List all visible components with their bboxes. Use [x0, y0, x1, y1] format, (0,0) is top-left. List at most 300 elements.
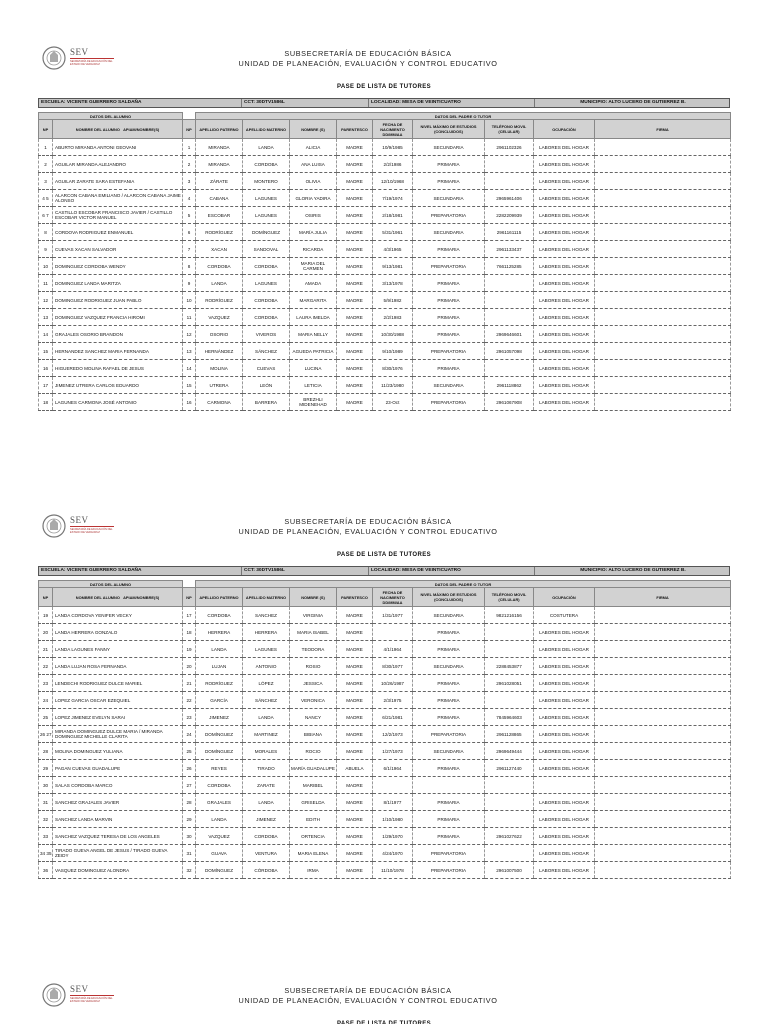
tutor-nombre: MARIA DEL CARMEN: [290, 258, 337, 275]
student-name: JIMENEZ UTRERA CARLOS EDUARDO: [53, 377, 183, 394]
tutor-fecha: 6/1/1964: [373, 760, 413, 777]
pase-title: PASE DE LISTA DE TUTORES: [336, 1021, 432, 1024]
tutor-materno: CÓRDOBA: [243, 862, 290, 879]
col-paterno: APELLIDO PATERNO: [196, 120, 243, 139]
tutor-nivel: [413, 777, 485, 794]
tutor-ocupacion: LABORES DEL HOGAR: [534, 377, 595, 394]
row-number: 4 5: [39, 190, 53, 207]
table-row: [39, 207, 731, 224]
tutor-materno: ZARATE: [243, 777, 290, 794]
student-name: LOPEZ JIMENEZ EVELYN SARAI: [53, 709, 183, 726]
firma-cell: [595, 343, 731, 360]
table-row: [39, 241, 731, 258]
tutor-nombre: AGUEDA PATRICIA: [290, 343, 337, 360]
tutor-paterno: CORDOBA: [196, 777, 243, 794]
tutor-telefono: [485, 641, 534, 658]
table-body: [39, 607, 731, 879]
tutor-fecha: 7/19/1974: [373, 190, 413, 207]
tutor-nombre: JESSICA: [290, 675, 337, 692]
firma-cell: [595, 743, 731, 760]
tutor-paterno: GUAVA: [196, 845, 243, 862]
tutor-paterno: MOLINA: [196, 360, 243, 377]
sheet-header: [38, 977, 730, 1011]
tutor-nivel: PRIMARIA: [413, 173, 485, 190]
tutor-paterno: CABANA: [196, 190, 243, 207]
tutor-parentesco: MADRE: [337, 607, 373, 624]
tutor-materno: MONTERO: [243, 173, 290, 190]
tutor-nombre: EDITH: [290, 811, 337, 828]
tutor-parentesco: MADRE: [337, 190, 373, 207]
group-header-row: [39, 581, 731, 588]
tutor-number: 5: [183, 207, 196, 224]
escuela-label: ESCUELA: VICENTE GUERRERO SALDAÑA: [39, 567, 242, 575]
student-name: DOMINGUEZ CORDOBA WENDY: [53, 258, 183, 275]
tutor-materno: CORDOBA: [243, 258, 290, 275]
tutor-number: 14: [183, 360, 196, 377]
tutor-telefono: [485, 173, 534, 190]
student-name: DOMINGUEZ VAZQUEZ FRANCIA HIROMI: [53, 309, 183, 326]
tutor-parentesco: MADRE: [337, 811, 373, 828]
tutor-nombre: OLIVIA: [290, 173, 337, 190]
tutor-telefono: [485, 811, 534, 828]
tutor-paterno: VAZQUEZ: [196, 309, 243, 326]
tutor-number: 3: [183, 173, 196, 190]
tutor-paterno: CORDOBA: [196, 258, 243, 275]
tutor-ocupacion: LABORES DEL HOGAR: [534, 207, 595, 224]
tutor-parentesco: MADRE: [337, 845, 373, 862]
table-row: [39, 624, 731, 641]
tutor-paterno: RODRÍGUEZ: [196, 292, 243, 309]
tutor-number: 2: [183, 156, 196, 173]
tutor-materno: HERRERA: [243, 624, 290, 641]
tutor-fecha: 11/23/1980: [373, 377, 413, 394]
firma-cell: [595, 692, 731, 709]
col-nombre-alumno: [53, 588, 183, 607]
row-number: 29: [39, 760, 53, 777]
tutor-paterno: JIMENEZ: [196, 709, 243, 726]
tutor-nombre: ROCIO: [290, 743, 337, 760]
col-nombre-alumno: [53, 120, 183, 139]
sheet-header: [38, 40, 730, 74]
row-number: 25: [39, 709, 53, 726]
tutor-materno: LAGUNES: [243, 275, 290, 292]
col-nombres: NOMBRE (S): [290, 588, 337, 607]
tutor-parentesco: MADRE: [337, 692, 373, 709]
tutor-parentesco: MADRE: [337, 377, 373, 394]
col-parentesco: PARENTESCO: [337, 588, 373, 607]
tutor-materno: SÁNCHEZ: [243, 343, 290, 360]
row-number: 26 27: [39, 726, 53, 743]
tutor-number: 29: [183, 811, 196, 828]
firma-cell: [595, 641, 731, 658]
tutor-nombre: MARIA NELLY: [290, 326, 337, 343]
tutor-table: [38, 112, 731, 411]
tutor-number: 12: [183, 326, 196, 343]
table-body: [39, 139, 731, 411]
tutor-fecha: 4/24/1970: [373, 845, 413, 862]
tutor-number: 4: [183, 190, 196, 207]
tutor-parentesco: MADRE: [337, 139, 373, 156]
row-number: 21: [39, 641, 53, 658]
tutor-parentesco: MADRE: [337, 292, 373, 309]
tutor-ocupacion: LABORES DEL HOGAR: [534, 394, 595, 411]
tutor-nivel: SECUNDARIA: [413, 224, 485, 241]
group-alumno: DATOS DEL ALUMNO: [39, 581, 183, 588]
tutor-parentesco: MADRE: [337, 241, 373, 258]
localidad-label: LOCALIDAD: MESA DE VEINTICUATRO: [369, 99, 535, 107]
tutor-number: 30: [183, 828, 196, 845]
tutor-nombre: ANA LUISA: [290, 156, 337, 173]
tutor-fecha: 1/29/1970: [373, 828, 413, 845]
firma-cell: [595, 275, 731, 292]
tutor-ocupacion: LABORES DEL HOGAR: [534, 828, 595, 845]
tutor-fecha: 23-Oct: [373, 394, 413, 411]
table-row: [39, 292, 731, 309]
tutor-nivel: PREPARATORIA: [413, 258, 485, 275]
tutor-fecha: 10/9/1985: [373, 139, 413, 156]
pase-title: PASE DE LISTA DE TUTORES: [336, 552, 432, 558]
col-telefono: TELÉFONO MOVIL (CELULAR): [485, 588, 534, 607]
row-number: 24: [39, 692, 53, 709]
tutor-fecha: 6/21/1981: [373, 709, 413, 726]
tutor-ocupacion: LABORES DEL HOGAR: [534, 811, 595, 828]
col-np2: NP: [183, 588, 196, 607]
tutor-nivel: PRIMARIA: [413, 794, 485, 811]
tutor-materno: ANTONIO: [243, 658, 290, 675]
tutor-nivel: PRIMARIA: [413, 692, 485, 709]
tutor-number: 10: [183, 292, 196, 309]
row-number: 12: [39, 292, 53, 309]
tutor-number: 6: [183, 224, 196, 241]
tutor-paterno: LUJAN: [196, 658, 243, 675]
firma-cell: [595, 828, 731, 845]
tutor-fecha: 9/13/1981: [373, 258, 413, 275]
row-number: 28: [39, 743, 53, 760]
tutor-telefono: 2961027622: [485, 828, 534, 845]
table-row: [39, 275, 731, 292]
student-name: ALARCON CABANA EMILIANO / ALARCON CABANA JAIME ALONSO: [53, 190, 183, 207]
tutor-telefono: [485, 156, 534, 173]
student-name: LANDA LAGUNES FANNY: [53, 641, 183, 658]
tutor-number: 31: [183, 845, 196, 862]
table-row: [39, 258, 731, 275]
tutor-number: 1: [183, 139, 196, 156]
table-row: [39, 224, 731, 241]
tutor-parentesco: MADRE: [337, 777, 373, 794]
tutor-telefono: 2961007500: [485, 862, 534, 879]
tutor-nivel: PREPARATORIA: [413, 207, 485, 224]
tutor-nivel: PRIMARIA: [413, 641, 485, 658]
group-tutor: DATOS DEL PADRE O TUTOR: [196, 581, 731, 588]
row-number: 14: [39, 326, 53, 343]
tutor-telefono: 2961128865: [485, 726, 534, 743]
tutor-paterno: CORDOBA: [196, 607, 243, 624]
tutor-fecha: 10/30/1988: [373, 326, 413, 343]
firma-cell: [595, 241, 731, 258]
tutor-telefono: 2961102326: [485, 139, 534, 156]
tutor-paterno: HERRERA: [196, 624, 243, 641]
table-row: [39, 360, 731, 377]
tutor-number: 21: [183, 675, 196, 692]
col-nombres: NOMBRE (S): [290, 120, 337, 139]
cct-label: CCT: 30DTV1586L: [242, 567, 369, 575]
row-number: 8: [39, 224, 53, 241]
tutor-nombre: MARÍA JULIA: [290, 224, 337, 241]
tutor-fecha: 2/2/1986: [373, 156, 413, 173]
student-name: SANCHEZ GRAJALES JAVIER: [53, 794, 183, 811]
tutor-nombre: IRMA: [290, 862, 337, 879]
tutor-ocupacion: COSTUTERA: [534, 607, 595, 624]
tutor-ocupacion: LABORES DEL HOGAR: [534, 624, 595, 641]
tutor-nivel: PRIMARIA: [413, 275, 485, 292]
cct-label: CCT: 30DTV1586L: [242, 99, 369, 107]
tutor-nivel: PRIMARIA: [413, 675, 485, 692]
tutor-nombre: ROSIO: [290, 658, 337, 675]
student-name: CASTILLO ESCOBAR FRANCISCO JAVIER / CASTILLO ESCOBAR VICTOR MANUEL: [53, 207, 183, 224]
tutor-nivel: PRIMARIA: [413, 326, 485, 343]
table-row: [39, 343, 731, 360]
tutor-ocupacion: LABORES DEL HOGAR: [534, 845, 595, 862]
table-row: [39, 173, 731, 190]
tutor-telefono: 2961133437: [485, 241, 534, 258]
tutor-ocupacion: [534, 777, 595, 794]
student-name: LANDA CORDOVA YENIFER VECKY: [53, 607, 183, 624]
subsecretaria-title: SUBSECRETARÍA DE EDUCACIÓN BÁSICA: [284, 517, 452, 526]
tutor-nombre: LUCINA: [290, 360, 337, 377]
municipio-label: MUNICIPIO: ALTO LUCERO DE GUTIERREZ B.: [580, 568, 686, 573]
tutor-nivel: SECUNDARIA: [413, 743, 485, 760]
tutor-nivel: PRIMARIA: [413, 760, 485, 777]
firma-cell: [595, 224, 731, 241]
student-name: LAGUNES CARMONA JOSÉ ANTONIO: [53, 394, 183, 411]
tutor-paterno: UTRERA: [196, 377, 243, 394]
tutor-nivel: PRIMARIA: [413, 828, 485, 845]
tutor-fecha: 8/30/1976: [373, 360, 413, 377]
firma-cell: [595, 726, 731, 743]
firma-cell: [595, 760, 731, 777]
tutor-number: 16: [183, 394, 196, 411]
tutor-number: 17: [183, 607, 196, 624]
tutor-paterno: MIRANDA: [196, 156, 243, 173]
school-info-bar: [38, 566, 730, 576]
tutor-materno: LAGUNES: [243, 190, 290, 207]
tutor-parentesco: MADRE: [337, 360, 373, 377]
municipio-label: MUNICIPIO: ALTO LUCERO DE GUTIERREZ B.: [580, 100, 686, 105]
table-row: [39, 692, 731, 709]
student-name: HERNANDEZ SANCHEZ MARIA FERNANDA: [53, 343, 183, 360]
firma-cell: [595, 845, 731, 862]
tutor-parentesco: MADRE: [337, 326, 373, 343]
firma-cell: [595, 139, 731, 156]
col-materno: APELLIDO MATERNO: [243, 588, 290, 607]
pase-title: PASE DE LISTA DE TUTORES: [336, 84, 432, 90]
tutor-telefono: [485, 275, 534, 292]
sev-brand-sub: SECRETARÍA DE EDUCACIÓN DEL ESTADO DE VERACRUZ: [70, 528, 113, 534]
student-name: HIGUEREDO MOLINA RAFAEL DE JESUS: [53, 360, 183, 377]
firma-cell: [595, 309, 731, 326]
tutor-paterno: RODRÍGUEZ: [196, 224, 243, 241]
row-number: 31: [39, 794, 53, 811]
row-number: 20: [39, 624, 53, 641]
tutor-number: 7: [183, 241, 196, 258]
tutor-telefono: 7845964603: [485, 709, 534, 726]
col-paterno: APELLIDO PATERNO: [196, 588, 243, 607]
tutor-number: 8: [183, 258, 196, 275]
tutor-number: 22: [183, 692, 196, 709]
tutor-ocupacion: LABORES DEL HOGAR: [534, 241, 595, 258]
firma-cell: [595, 811, 731, 828]
row-number: 11: [39, 275, 53, 292]
tutor-nivel: SECUNDARIA: [413, 607, 485, 624]
student-name: LOPEZ GARCIA OSCAR EZEQUIEL: [53, 692, 183, 709]
tutor-parentesco: MADRE: [337, 726, 373, 743]
table-row: [39, 309, 731, 326]
tutor-paterno: VAZQUEZ: [196, 828, 243, 845]
tutor-parentesco: MADRE: [337, 709, 373, 726]
tutor-parentesco: MADRE: [337, 394, 373, 411]
tutor-nombre: BIBIANA: [290, 726, 337, 743]
tutor-parentesco: MADRE: [337, 156, 373, 173]
table-row: [39, 641, 731, 658]
firma-cell: [595, 377, 731, 394]
tutor-ocupacion: LABORES DEL HOGAR: [534, 743, 595, 760]
firma-cell: [595, 173, 731, 190]
unidad-title: UNIDAD DE PLANEACIÓN, EVALUACIÓN Y CONTROL EDUCATIVO: [238, 996, 498, 1005]
tutor-nombre: ALICIA: [290, 139, 337, 156]
tutor-ocupacion: LABORES DEL HOGAR: [534, 224, 595, 241]
tutor-paterno: DOMÍNGUEZ: [196, 726, 243, 743]
tutor-fecha: 2/18/1981: [373, 207, 413, 224]
tutor-nivel: PREPARATORIA: [413, 845, 485, 862]
tutor-nivel: SECUNDARIA: [413, 139, 485, 156]
tutor-fecha: 1/10/1980: [373, 811, 413, 828]
tutor-materno: JIMENEZ: [243, 811, 290, 828]
tutor-ocupacion: LABORES DEL HOGAR: [534, 292, 595, 309]
tutor-paterno: GRAJALES: [196, 794, 243, 811]
tutor-paterno: OSORIO: [196, 326, 243, 343]
tutor-paterno: ZÁRATE: [196, 173, 243, 190]
tutor-table: [38, 580, 731, 879]
tutor-number: 15: [183, 377, 196, 394]
row-number: 19: [39, 607, 53, 624]
row-number: 15: [39, 343, 53, 360]
row-number: 18: [39, 394, 53, 411]
tutor-fecha: 10/26/1987: [373, 675, 413, 692]
tutor-telefono: 2969646601: [485, 326, 534, 343]
tutor-nivel: PREPARATORIA: [413, 862, 485, 879]
escuela-label: ESCUELA: VICENTE GUERRERO SALDAÑA: [39, 99, 242, 107]
tutor-paterno: DOMÍNGUEZ: [196, 862, 243, 879]
firma-cell: [595, 624, 731, 641]
table-row: [39, 377, 731, 394]
col-nivel: NIVEL MÁXIMO DE ESTUDIOS (CONCLUIDOS): [413, 588, 485, 607]
group-tutor: DATOS DEL PADRE O TUTOR: [196, 113, 731, 120]
tutor-nombre: TEODORA: [290, 641, 337, 658]
row-number: 36: [39, 862, 53, 879]
tutor-ocupacion: LABORES DEL HOGAR: [534, 641, 595, 658]
row-number: 9: [39, 241, 53, 258]
tutor-nivel: PRIMARIA: [413, 624, 485, 641]
tutor-paterno: XACAN: [196, 241, 243, 258]
table-row: [39, 658, 731, 675]
col-ocupacion: OCUPACIÓN: [534, 120, 595, 139]
tutor-telefono: [485, 794, 534, 811]
tutor-ocupacion: LABORES DEL HOGAR: [534, 156, 595, 173]
tutor-fecha: 12/10/1968: [373, 173, 413, 190]
tutor-number: 9: [183, 275, 196, 292]
student-name: TIRADO GUEVA ANGEL DE JESUS / TIRADO GUEVA ZEIDY: [53, 845, 183, 862]
tutor-nombre: RICARDA: [290, 241, 337, 258]
tutor-ocupacion: LABORES DEL HOGAR: [534, 658, 595, 675]
tutor-nombre: GRISELDA: [290, 794, 337, 811]
col-nivel: NIVEL MÁXIMO DE ESTUDIOS (CONCLUIDOS): [413, 120, 485, 139]
firma-cell: [595, 607, 731, 624]
tutor-materno: DOMÍNGUEZ: [243, 224, 290, 241]
student-name: LANDA LUJAN ROSA FERNANDA: [53, 658, 183, 675]
tutor-nivel: PRIMARIA: [413, 811, 485, 828]
student-name: GRAJALES OSORIO BRANDON: [53, 326, 183, 343]
student-name: CUEVAS XACAN SALVADOR: [53, 241, 183, 258]
table-row: [39, 845, 731, 862]
tutor-nivel: PREPARATORIA: [413, 394, 485, 411]
tutor-fecha: 8/1/1977: [373, 794, 413, 811]
table-row: [39, 726, 731, 743]
student-name: AGUILAR ZARATE SARA ESTEFANIA: [53, 173, 183, 190]
tutor-parentesco: MADRE: [337, 675, 373, 692]
tutor-materno: SANDOVAL: [243, 241, 290, 258]
tutor-paterno: RODRÍGUEZ: [196, 675, 243, 692]
tutor-parentesco: MADRE: [337, 343, 373, 360]
tutor-telefono: 2282209939: [485, 207, 534, 224]
firma-cell: [595, 709, 731, 726]
tutor-parentesco: MADRE: [337, 862, 373, 879]
tutor-nombre: MARÍA GUADALUPE: [290, 760, 337, 777]
row-number: 2: [39, 156, 53, 173]
tutor-fecha: 4/3/1965: [373, 241, 413, 258]
tutor-number: 28: [183, 794, 196, 811]
sev-brand-sub: SECRETARÍA DE EDUCACIÓN DEL ESTADO DE VERACRUZ: [70, 60, 113, 66]
col-firma: FIRMA: [595, 588, 731, 607]
student-name: MIRANDA DOMINGUEZ DULCE MARIA / MIRANDA DOMINGUEZ MICHELLE CLARITA: [53, 726, 183, 743]
tutor-materno: CORDOBA: [243, 292, 290, 309]
col-parentesco: PARENTESCO: [337, 120, 373, 139]
sev-brand: SEV: [70, 47, 89, 57]
tutor-nombre: LAURA IMELDA: [290, 309, 337, 326]
table-row: [39, 675, 731, 692]
sheet-page-2: [38, 508, 730, 879]
tutor-parentesco: MADRE: [337, 309, 373, 326]
sev-brand: SEV: [70, 984, 89, 994]
tutor-nivel: SECUNDARIA: [413, 658, 485, 675]
subsecretaria-title: SUBSECRETARÍA DE EDUCACIÓN BÁSICA: [284, 986, 452, 995]
tutor-telefono: [485, 292, 534, 309]
firma-cell: [595, 258, 731, 275]
tutor-materno: CORDOBA: [243, 156, 290, 173]
tutor-number: 26: [183, 760, 196, 777]
table-row: [39, 709, 731, 726]
tutor-telefono: 2969649444: [485, 743, 534, 760]
sheet-header: [38, 508, 730, 542]
tutor-telefono: 2965961406: [485, 190, 534, 207]
tutor-nombre: AMADA: [290, 275, 337, 292]
row-number: 23: [39, 675, 53, 692]
tutor-telefono: 2288453877: [485, 658, 534, 675]
table-row: [39, 139, 731, 156]
col-ap-text: APIAM/NOMBRE(S): [123, 126, 160, 132]
tutor-parentesco: MADRE: [337, 743, 373, 760]
student-name: DOMINGUEZ RODRIGUEZ JUAN PABLO: [53, 292, 183, 309]
tutor-ocupacion: LABORES DEL HOGAR: [534, 343, 595, 360]
